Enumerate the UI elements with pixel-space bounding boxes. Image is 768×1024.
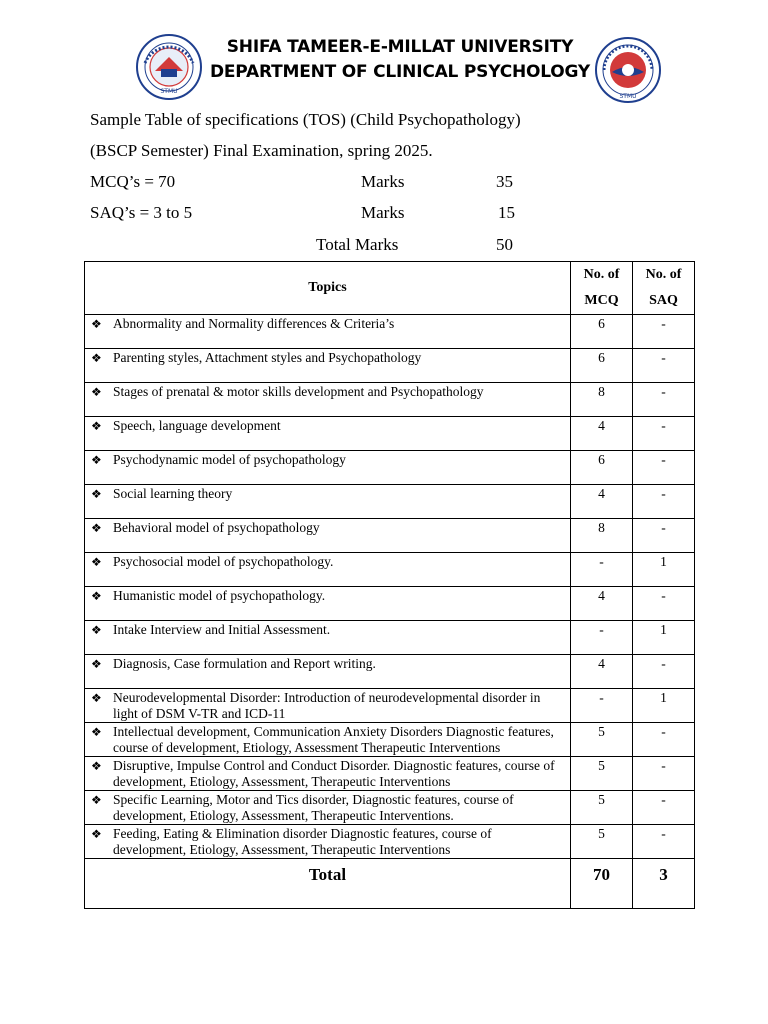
bullet-icon: ❖ xyxy=(91,793,102,807)
topic-cell xyxy=(85,791,571,825)
mcq-cell: - xyxy=(571,689,633,723)
topic-text: Speech, language development xyxy=(113,418,281,433)
topic-cell xyxy=(85,519,571,553)
mcq-count: MCQ’s = 70 xyxy=(90,172,176,191)
topic-cell xyxy=(85,825,571,859)
table-row xyxy=(85,451,695,485)
table-row xyxy=(85,791,695,825)
tos-title: Sample Table of specifications (TOS) (Child Psychopathology) xyxy=(90,110,521,129)
topic-text: Humanistic model of psychopathology. xyxy=(113,588,326,603)
saq-cell: - xyxy=(633,519,695,553)
table-row xyxy=(85,621,695,655)
header-saq-line1: No. of xyxy=(645,267,682,282)
saq-cell: 1 xyxy=(633,621,695,655)
bullet-icon: ❖ xyxy=(91,623,102,637)
mcq-cell: 4 xyxy=(571,587,633,621)
specification-table xyxy=(84,261,695,909)
table-row xyxy=(85,553,695,587)
bullet-icon: ❖ xyxy=(91,827,102,841)
table-row xyxy=(85,383,695,417)
header-topics: Topics xyxy=(85,262,571,315)
saq-marks-value: 15 xyxy=(498,203,515,222)
header-saq-line2: SAQ xyxy=(649,293,678,308)
mcq-cell: 5 xyxy=(571,791,633,825)
topic-cell xyxy=(85,655,571,689)
topic-cell xyxy=(85,485,571,519)
table-row xyxy=(85,519,695,553)
table-row xyxy=(85,417,695,451)
saq-cell: - xyxy=(633,349,695,383)
mcq-cell: - xyxy=(571,621,633,655)
university-logo-left xyxy=(135,33,203,101)
table-row xyxy=(85,587,695,621)
bullet-icon: ❖ xyxy=(91,691,102,705)
bullet-icon: ❖ xyxy=(91,487,102,501)
table-row xyxy=(85,315,695,349)
topic-text: Disruptive, Impulse Control and Conduct Disorder. Diagnostic features, course of development, Etiology, Assessment, Therapeutic Interventions xyxy=(113,758,555,789)
total-saq: 3 xyxy=(633,859,695,909)
topic-cell xyxy=(85,587,571,621)
topic-cell xyxy=(85,621,571,655)
topic-cell xyxy=(85,349,571,383)
bullet-icon: ❖ xyxy=(91,589,102,603)
bullet-icon: ❖ xyxy=(91,351,102,365)
header-saq xyxy=(633,262,695,315)
mcq-cell: 8 xyxy=(571,383,633,417)
topic-text: Social learning theory xyxy=(113,486,233,501)
table-row xyxy=(85,723,695,757)
bullet-icon: ❖ xyxy=(91,521,102,535)
topic-text: Parenting styles, Attachment styles and Psychopathology xyxy=(113,350,422,365)
mcq-marks-value: 35 xyxy=(496,172,513,191)
saq-cell: - xyxy=(633,417,695,451)
table-row xyxy=(85,349,695,383)
mcq-cell: 6 xyxy=(571,451,633,485)
total-row xyxy=(85,859,695,909)
topic-cell xyxy=(85,417,571,451)
saq-cell: 1 xyxy=(633,553,695,587)
bullet-icon: ❖ xyxy=(91,317,102,331)
saq-cell: - xyxy=(633,655,695,689)
topic-cell xyxy=(85,383,571,417)
header-mcq-line2: MCQ xyxy=(584,293,619,308)
header-mcq xyxy=(571,262,633,315)
mcq-cell: 8 xyxy=(571,519,633,553)
mcq-marks-label: Marks xyxy=(361,172,405,191)
table-row xyxy=(85,825,695,859)
total-mcq: 70 xyxy=(571,859,633,909)
saq-cell: 1 xyxy=(633,689,695,723)
topic-text: Stages of prenatal & motor skills development and Psychopathology xyxy=(113,384,484,399)
mcq-cell: - xyxy=(571,553,633,587)
saq-cell: - xyxy=(633,791,695,825)
saq-cell: - xyxy=(633,723,695,757)
bullet-icon: ❖ xyxy=(91,725,102,739)
saq-cell: - xyxy=(633,825,695,859)
svg-text:STMU: STMU xyxy=(619,93,637,100)
topic-text: Abnormality and Normality differences & Criteria’s xyxy=(113,316,395,331)
saq-count: SAQ’s = 3 to 5 xyxy=(90,203,193,222)
bullet-icon: ❖ xyxy=(91,759,102,773)
mcq-cell: 4 xyxy=(571,485,633,519)
mcq-cell: 5 xyxy=(571,757,633,791)
topic-text: Intake Interview and Initial Assessment. xyxy=(113,622,331,637)
topic-text: Specific Learning, Motor and Tics disorder, Diagnostic features, course of development, Etiology, Assessment, Therapeutic Interventions. xyxy=(113,792,514,823)
bullet-icon: ❖ xyxy=(91,555,102,569)
university-name: SHIFA TAMEER-E-MILLAT UNIVERSITY xyxy=(226,37,574,57)
table-row xyxy=(85,485,695,519)
table-row xyxy=(85,689,695,723)
topic-text: Psychodynamic model of psychopathology xyxy=(113,452,346,467)
bullet-icon: ❖ xyxy=(91,453,102,467)
saq-cell: - xyxy=(633,451,695,485)
bullet-icon: ❖ xyxy=(91,657,102,671)
bullet-icon: ❖ xyxy=(91,385,102,399)
topic-cell xyxy=(85,315,571,349)
topic-text: Intellectual development, Communication Anxiety Disorders Diagnostic features, course of development, Etiology, Assessment Therapeutic Interventions xyxy=(113,724,554,755)
topic-cell xyxy=(85,689,571,723)
saq-cell: - xyxy=(633,315,695,349)
topic-cell xyxy=(85,723,571,757)
department-name: DEPARTMENT OF CLINICAL PSYCHOLOGY xyxy=(209,62,591,82)
topic-cell xyxy=(85,553,571,587)
saq-cell: - xyxy=(633,383,695,417)
saq-cell: - xyxy=(633,587,695,621)
saq-marks-label: Marks xyxy=(361,203,405,222)
topic-text: Behavioral model of psychopathology xyxy=(113,520,320,535)
topic-cell xyxy=(85,757,571,791)
exam-title: (BSCP Semester) Final Examination, spring 2025. xyxy=(90,141,433,160)
svg-text:STMU: STMU xyxy=(160,88,178,95)
mcq-cell: 5 xyxy=(571,825,633,859)
mcq-cell: 6 xyxy=(571,315,633,349)
saq-cell: - xyxy=(633,757,695,791)
mcq-cell: 6 xyxy=(571,349,633,383)
topic-text: Feeding, Eating & Elimination disorder Diagnostic features, course of development, Etiology, Assessment, Therapeutic Interventions xyxy=(113,826,492,857)
table-row xyxy=(85,655,695,689)
table-row xyxy=(85,757,695,791)
topic-text: Diagnosis, Case formulation and Report writing. xyxy=(113,656,376,671)
total-label: Total xyxy=(85,859,571,909)
mcq-cell: 4 xyxy=(571,655,633,689)
bullet-icon: ❖ xyxy=(91,419,102,433)
mcq-cell: 4 xyxy=(571,417,633,451)
department-logo-right xyxy=(594,36,662,104)
topic-text: Neurodevelopmental Disorder: Introduction of neurodevelopmental disorder in light of DSM V-TR and ICD-11 xyxy=(113,690,541,721)
mcq-cell: 5 xyxy=(571,723,633,757)
table-header-row xyxy=(85,262,695,315)
header-mcq-line1: No. of xyxy=(583,267,620,282)
topic-cell xyxy=(85,451,571,485)
total-marks-value: 50 xyxy=(496,235,513,254)
topic-text: Psychosocial model of psychopathology. xyxy=(113,554,334,569)
saq-cell: - xyxy=(633,485,695,519)
total-marks-label: Total Marks xyxy=(316,235,399,254)
